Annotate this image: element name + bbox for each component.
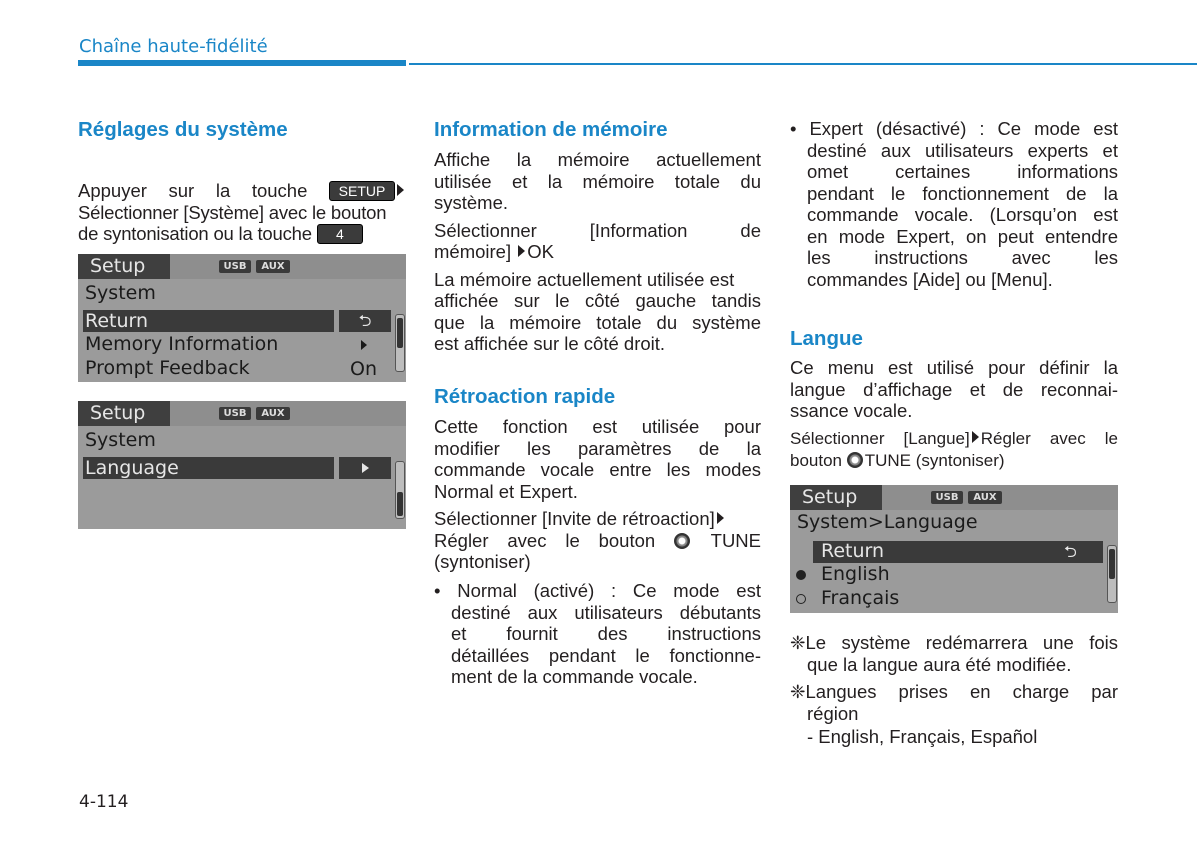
arrow-right-icon [397, 184, 404, 196]
expert-l7: les instructions avec les [807, 247, 1118, 268]
instruction-text-3: de syntonisation ou la touche [78, 223, 312, 244]
feedback-p5-l2 [434, 530, 761, 552]
page-number: 4-114 [79, 792, 129, 812]
language-p1-l1: Ce menu est utilisé pour définir la [790, 357, 1118, 378]
memory-p2-text: mémoire] [434, 241, 512, 262]
note2-languages: - English, Français, Español [807, 726, 1038, 747]
normal-l5: ment de la commande vocale. [451, 666, 698, 687]
bullet-expert [790, 118, 1118, 290]
bullet-normal [434, 580, 761, 688]
aux-badge: AUX [968, 491, 1002, 504]
header-rule-thick [78, 60, 406, 66]
expert-l3: omet certaines informations [807, 161, 1118, 182]
notes [790, 632, 1118, 748]
instruction-line-2: Sélectionner [Système] avec le bouton [78, 201, 387, 223]
return-icon: ⮌ [1064, 542, 1077, 561]
memory-p1-l2: utilisée et la mémoire totale du [434, 170, 761, 192]
memory-p3-l2: affichée sur le côté gauche tandis [434, 290, 761, 311]
lcd-path: System [85, 429, 156, 451]
note1-l1: ❈Le système redémarrera une fois [790, 632, 1118, 653]
usb-badge: USB [219, 260, 251, 273]
expert-l6: en mode Expert, on peut entendre [807, 225, 1118, 247]
lcd-scrollbar [1107, 545, 1117, 603]
setup-key-icon: SETUP [329, 181, 395, 201]
arrow-right-icon [972, 431, 979, 443]
normal-l4: détaillées pendant le fonctionne- [451, 644, 761, 666]
language-p1-l2: langue d’affichage et de reconnai- [790, 378, 1118, 400]
feedback-p4-l4: Normal et Expert. [434, 480, 578, 502]
feedback-p4-l3: commande vocale entre les modes [434, 459, 761, 480]
instruction-line-3 [78, 223, 406, 245]
language-p2-l2 [790, 450, 1118, 472]
memory-p1-l1: Affiche la mémoire actuellement [434, 149, 761, 170]
tune-knob-icon [674, 533, 690, 549]
language-p2-text3: bouton [790, 450, 842, 470]
chevron-right-icon [361, 340, 367, 350]
column-2 [434, 118, 761, 142]
radio-unselected-icon [796, 594, 806, 604]
feedback-p4-l2: modifier les paramètres de la [434, 437, 761, 459]
language-p2-tune: TUNE (syntoniser) [864, 450, 1005, 470]
lcd-item-return: Return [821, 540, 885, 562]
expert-l5: commande vocale. (Lorsqu’on est [807, 204, 1118, 225]
quick-feedback-text [434, 416, 761, 573]
aux-badge: AUX [256, 260, 290, 273]
system-settings-instructions [78, 180, 406, 245]
memory-p2-l1: Sélectionner [Information de [434, 219, 761, 241]
memory-p2-ok: OK [527, 241, 554, 262]
heading-memory-information: Information de mémoire [434, 118, 668, 141]
key-4-icon: 4 [317, 224, 363, 244]
lcd-prompt-feedback-value: On [350, 358, 377, 380]
chevron-right-icon [362, 463, 369, 473]
language-p1-l3: ssance vocale. [790, 400, 913, 421]
lcd-path: System [85, 282, 156, 304]
return-icon: ⮌ [339, 310, 391, 332]
feedback-p5-text: Sélectionner [Invite de rétroaction] [434, 508, 715, 529]
lcd-tab-setup: Setup [78, 401, 170, 426]
language-text [790, 357, 1118, 472]
lcd-item-language: Language [85, 457, 179, 479]
usb-badge: USB [219, 407, 251, 420]
memory-p3-l3: que la mémoire totale du système [434, 311, 761, 333]
heading-quick-feedback: Rétroaction rapide [434, 385, 616, 408]
usb-badge: USB [931, 491, 963, 504]
radio-selected-icon [796, 570, 806, 580]
lcd-scrollbar-thumb [397, 492, 403, 516]
language-p2-text2: Régler avec le [980, 428, 1118, 448]
instruction-text-1: Appuyer sur la touche [78, 180, 308, 201]
lcd-tab-setup: Setup [78, 254, 170, 279]
expert-l4: pendant le fonctionnement de la [807, 182, 1118, 204]
expert-l2: destiné aux utilisateurs experts et [807, 139, 1118, 161]
lcd-tab-setup: Setup [790, 485, 882, 510]
note2-l1: ❈Langues prises en charge par [790, 681, 1118, 702]
lcd-screen-system-menu [78, 254, 406, 382]
quick-feedback-heading-wrap [434, 385, 761, 409]
heading-language: Langue [790, 327, 863, 350]
lcd-scrollbar [395, 314, 405, 372]
expert-l8: commandes [Aide] ou [Menu]. [807, 268, 1053, 290]
expert-l1: • Expert (désactivé) : Ce mode est [790, 118, 1118, 139]
feedback-p5-l3: (syntoniser) [434, 551, 531, 572]
normal-l1: • Normal (activé) : Ce mode est [434, 580, 761, 601]
language-p2-l1 [790, 428, 1118, 450]
lcd-item-prompt-feedback: Prompt Feedback [85, 357, 250, 379]
lcd-path: System>Language [797, 511, 978, 533]
feedback-p5-l1 [434, 508, 761, 530]
feedback-p5-tune: TUNE [710, 529, 762, 551]
normal-l3: et fournit des instructions [451, 623, 761, 644]
lcd-item-memory-information: Memory Information [85, 333, 279, 355]
header-rule-thin [409, 63, 1197, 65]
heading-system-settings: Réglages du système [78, 118, 288, 141]
lcd-item-francais: Français [821, 587, 900, 609]
arrow-right-icon [518, 245, 525, 257]
language-heading-wrap [790, 327, 1118, 351]
feedback-p4-l1: Cette fonction est utilisée pour [434, 416, 761, 437]
note1-l2: que la langue aura été modifiée. [807, 653, 1072, 675]
memory-p1-l3: système. [434, 192, 509, 213]
lcd-scrollbar [395, 461, 405, 519]
memory-p3-l1: La mémoire actuellement utilisée est [434, 268, 735, 290]
lcd-scrollbar-thumb [397, 318, 403, 348]
aux-badge: AUX [256, 407, 290, 420]
lcd-scrollbar-thumb [1109, 549, 1115, 579]
memory-info-text [434, 149, 761, 355]
arrow-right-icon [717, 512, 724, 524]
column-1 [78, 118, 406, 142]
memory-p3-l4: est affichée sur le côté droit. [434, 333, 666, 354]
lcd-item-english: English [821, 563, 890, 585]
memory-p2-l2 [434, 241, 761, 263]
chevron-right-button [339, 457, 391, 479]
section-title: Chaîne haute-fidélité [79, 36, 268, 57]
lcd-screen-language-list [790, 485, 1118, 613]
note2-l2: région [807, 702, 859, 724]
lcd-item-return: Return [85, 310, 149, 332]
feedback-p5-text2: Régler avec le bouton [434, 529, 656, 551]
lcd-screen-language-menu [78, 401, 406, 529]
language-p2-text1: Sélectionner [Langue] [790, 428, 970, 448]
tune-knob-icon [847, 452, 863, 468]
normal-l2: destiné aux utilisateurs débutants [451, 601, 761, 623]
instruction-line-1 [78, 180, 406, 202]
